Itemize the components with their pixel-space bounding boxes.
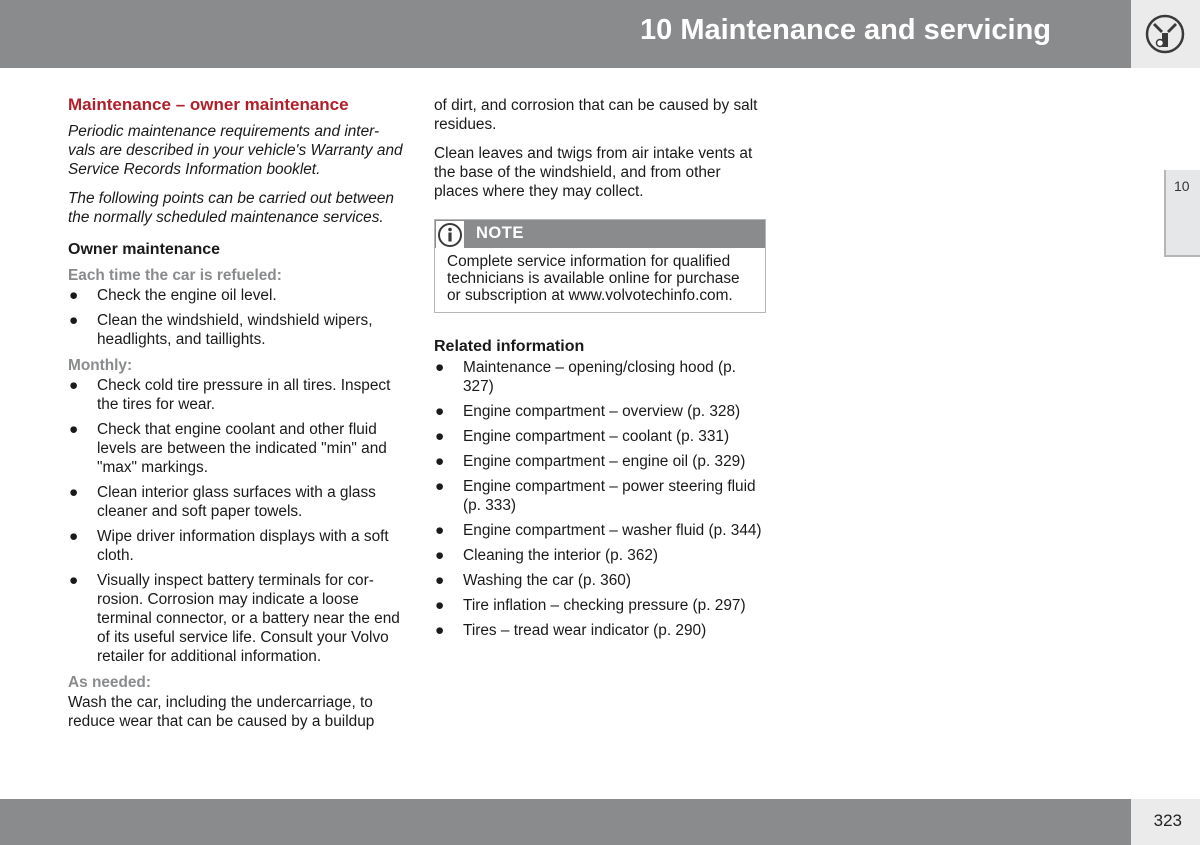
related-list [434,358,766,640]
related-link[interactable]: ● Maintenance – opening/closing hood (p. 327) [435,359,736,395]
chapter-title: 10 Maintenance and servicing [640,14,1051,46]
monthly-heading: Monthly: [68,357,133,374]
list-item: ● Check that engine coolant and other fluid levels are between the indicated "min" and "max" markings. [69,421,387,476]
note-header [435,220,765,248]
related-link[interactable]: ● Engine compartment – power steering fluid (p. 333) [435,478,756,514]
list-item: ● Wipe driver information displays with a soft cloth. [69,528,389,564]
monthly-list [68,376,403,666]
intro-paragraph: Periodic maintenance requirements and inter-vals are described in your vehicle's Warranty and Service Records Information booklet. [68,123,403,178]
section-title: Maintenance – owner maintenance [68,95,349,114]
bullet-dot-icon: ● [435,359,445,376]
bullet-dot-icon: ● [435,522,445,539]
note-box [434,219,766,313]
related-link[interactable]: ● Tire inflation – checking pressure (p. 297) [435,597,746,614]
bullet-dot-icon: ● [435,547,445,564]
related-link[interactable]: ● Washing the car (p. 360) [435,572,631,589]
bullet-dot-icon: ● [69,377,79,394]
related-heading: Related information [434,338,585,355]
header-bar [0,0,1131,68]
bullet-dot-icon: ● [69,528,79,545]
list-item: ● Clean interior glass surfaces with a glass cleaner and soft paper towels. [69,484,376,520]
related-link[interactable]: ● Engine compartment – washer fluid (p. 344) [435,522,762,539]
bullet-dot-icon: ● [435,403,445,420]
footer-bar [0,799,1131,845]
as-needed-text: Wash the car, including the undercarriage, to reduce wear that can be caused by a buildup [68,694,375,730]
related-link[interactable]: ● Engine compartment – overview (p. 328) [435,403,741,420]
as-needed-heading: As needed: [68,674,151,691]
list-item: ● Check cold tire pressure in all tires. Inspect the tires for wear. [69,377,391,413]
wrench-gear-icon [1143,13,1187,55]
bullet-dot-icon: ● [435,572,445,589]
middle-column [434,96,766,646]
chapter-tab[interactable] [1164,170,1200,257]
note-text: Complete service information for qualified technicians is available online for purchase or subscription at www.volvotechinfo.com. [447,253,740,304]
header-icon-box [1131,0,1200,68]
chapter-tab-number: 10 [1174,178,1190,194]
footer-page-box [1131,799,1200,845]
refueled-heading: Each time the car is refueled: [68,267,282,284]
refueled-list [68,286,403,349]
related-link[interactable]: ● Engine compartment – engine oil (p. 329) [435,453,746,470]
leaves-paragraph: Clean leaves and twigs from air intake vents at the base of the windshield, and from other places where they may collect. [434,145,753,200]
intro-paragraph-2: The following points can be carried out between the normally scheduled maintenance services. [68,190,394,226]
list-item: ● Check the engine oil level. [69,287,277,304]
list-item: ● Visually inspect battery terminals for cor-rosion. Corrosion may indicate a loose terminal connector, or a battery near the end of its useful service life. Consult your Volvo retailer for additional information. [69,572,400,665]
bullet-dot-icon: ● [69,287,79,304]
bullet-dot-icon: ● [435,428,445,445]
list-item: ● Clean the windshield, windshield wipers, headlights, and taillights. [69,312,373,348]
page-number: 323 [1153,811,1182,830]
bullet-dot-icon: ● [69,572,79,589]
bullet-dot-icon: ● [435,622,445,639]
left-column [68,94,403,741]
bullet-dot-icon: ● [69,312,79,329]
related-link[interactable]: ● Engine compartment – coolant (p. 331) [435,428,730,445]
bullet-dot-icon: ● [435,453,445,470]
owner-maintenance-heading: Owner maintenance [68,241,221,258]
info-icon [436,221,464,249]
note-label: NOTE [476,224,524,242]
related-link[interactable]: ● Tires – tread wear indicator (p. 290) [435,622,707,639]
bullet-dot-icon: ● [69,421,79,438]
related-link[interactable]: ● Cleaning the interior (p. 362) [435,547,659,564]
continued-paragraph: of dirt, and corrosion that can be caused by salt residues. [434,97,758,133]
bullet-dot-icon: ● [435,478,445,495]
bullet-dot-icon: ● [435,597,445,614]
bullet-dot-icon: ● [69,484,79,501]
